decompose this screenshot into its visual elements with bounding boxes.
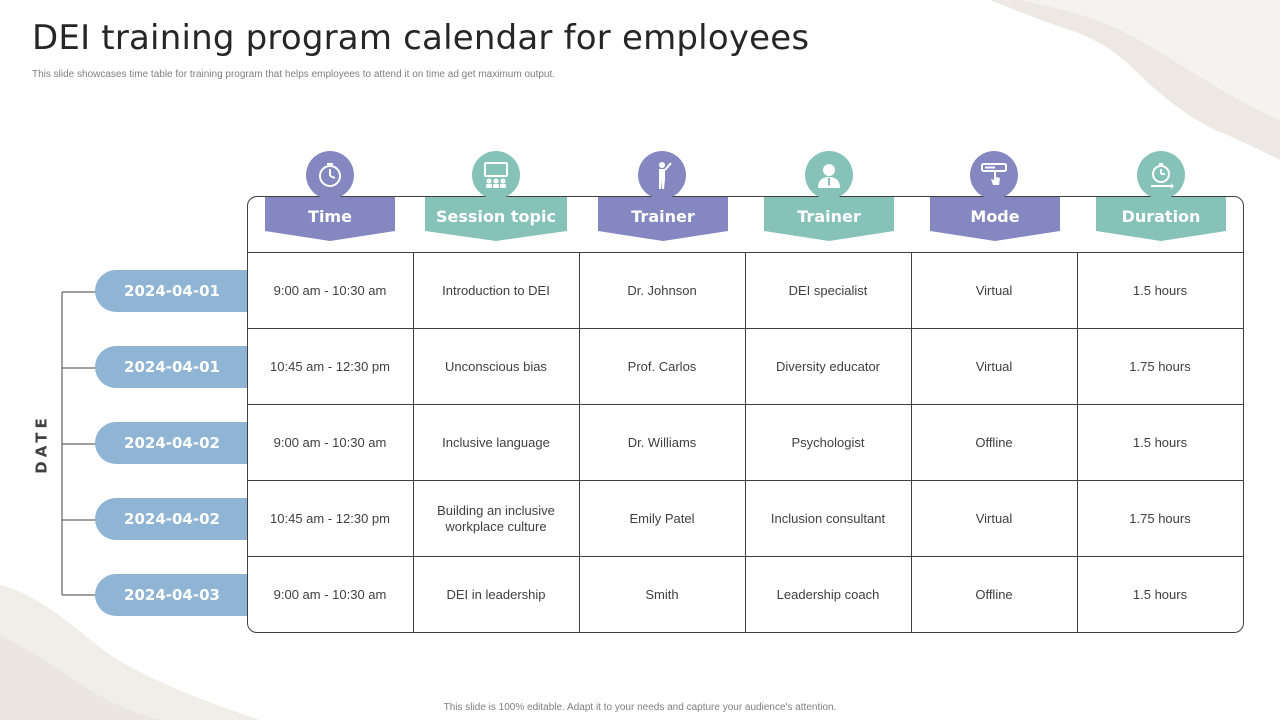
date-bracket <box>60 290 100 597</box>
date-pill: 2024-04-03 <box>95 574 247 616</box>
table-cell-trainer-role: Inclusion consultant <box>770 511 886 526</box>
table-cell-trainer: Dr. Williams <box>627 435 697 450</box>
table-cell-trainer-role: DEI specialist <box>788 283 868 298</box>
table-cell-trainer-role: Diversity educator <box>775 359 881 374</box>
table-cell-duration: 1.75 hours <box>1129 359 1191 374</box>
column-header-label: Session topic <box>436 206 556 226</box>
table-cell-duration: 1.5 hours <box>1132 283 1188 298</box>
table-cell-trainer: Prof. Carlos <box>627 359 697 374</box>
date-pill: 2024-04-02 <box>95 498 247 540</box>
table-cell-session-topic: Inclusive language <box>442 435 550 450</box>
table-cell-duration: 1.5 hours <box>1132 435 1188 450</box>
column-header-trainer-role <box>764 197 894 241</box>
table-cell-mode: Offline <box>975 435 1013 450</box>
table-cell-trainer: Emily Patel <box>629 511 695 526</box>
table-cell-duration: 1.5 hours <box>1132 587 1188 602</box>
presenter-icon <box>638 151 686 199</box>
table-cell-mode: Virtual <box>975 511 1013 526</box>
column-header-label: Trainer <box>797 206 861 226</box>
table-cell-time: 9:00 am - 10:30 am <box>273 587 387 602</box>
page-title: DEI training program calendar for employees <box>32 18 810 58</box>
column-header-label: Duration <box>1121 206 1201 226</box>
user-icon <box>805 151 853 199</box>
table-cell-mode: Offline <box>975 587 1013 602</box>
table-cell-session-topic: DEI in leadership <box>446 587 546 602</box>
date-pill: 2024-04-01 <box>95 346 247 388</box>
clock-icon <box>306 151 354 199</box>
column-header-duration <box>1096 197 1226 241</box>
table-cell-trainer-role: Leadership coach <box>776 587 880 602</box>
table-cell-mode: Virtual <box>975 359 1013 374</box>
date-pill: 2024-04-02 <box>95 422 247 464</box>
table-cell-mode: Virtual <box>975 283 1013 298</box>
date-pill: 2024-04-01 <box>95 270 247 312</box>
touch-screen-icon <box>970 151 1018 199</box>
timer-icon <box>1137 151 1185 199</box>
table-cell-time: 10:45 am - 12:30 pm <box>270 359 390 374</box>
table-cell-session-topic: Building an inclusive workplace culture <box>437 503 555 534</box>
table-cell-trainer-role: Psychologist <box>791 435 865 450</box>
table-cell-session-topic: Unconscious bias <box>445 359 547 374</box>
page-subtitle: This slide showcases time table for training program that helps employees to attend it on time ad get maximum output. <box>32 69 556 80</box>
column-header-label: Trainer <box>631 206 695 226</box>
presentation-icon <box>472 151 520 199</box>
table-cell-duration: 1.75 hours <box>1129 511 1191 526</box>
table-cell-time: 9:00 am - 10:30 am <box>273 283 387 298</box>
table-cell-time: 10:45 am - 12:30 pm <box>270 511 390 526</box>
date-axis-text: DATE <box>33 414 51 474</box>
table-cell-trainer: Smith <box>645 587 679 602</box>
column-header-mode <box>930 197 1060 241</box>
column-header-trainer <box>598 197 728 241</box>
column-header-label: Mode <box>970 206 1020 226</box>
decorative-paper-top-right <box>960 0 1280 170</box>
column-header-session-topic <box>425 197 567 241</box>
date-axis-label <box>22 412 62 476</box>
table-cell-time: 9:00 am - 10:30 am <box>273 435 387 450</box>
table-cell-trainer: Dr. Johnson <box>627 283 697 298</box>
footer-note: This slide is 100% editable. Adapt it to your needs and capture your audience's attention. <box>443 702 837 713</box>
table-cell-session-topic: Introduction to DEI <box>442 283 550 298</box>
column-header-label: Time <box>308 206 352 226</box>
column-header-time <box>265 197 395 241</box>
